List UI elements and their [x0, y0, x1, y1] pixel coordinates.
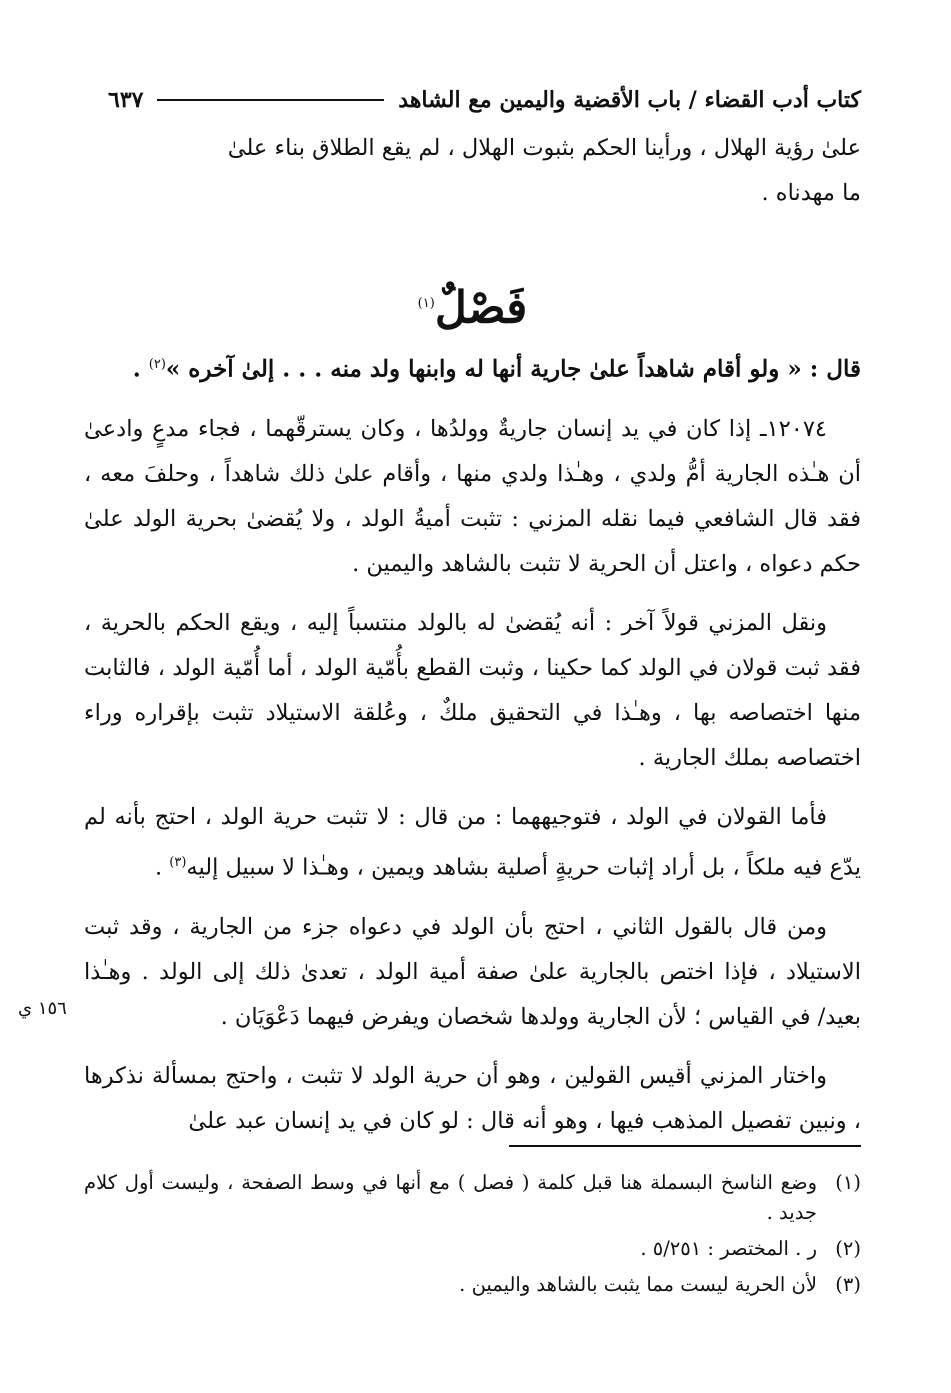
footnote-number: (١)	[835, 1171, 861, 1194]
quote-end: .	[132, 355, 149, 383]
quoted-statement	[84, 341, 861, 394]
header-title: كتاب أدب القضاء / باب الأقضية واليمين مع الشاهد	[398, 87, 861, 113]
continuation-line-2: ما مهدناه .	[761, 180, 861, 206]
continuation-line-1: علىٰ رؤية الهلال ، ورأينا الحكم بثبوت الهلال ، لم يقع الطلاق بناء علىٰ	[227, 135, 861, 161]
paragraph-3-footnote-ref: (٣)	[169, 855, 187, 871]
quote-text: قال : « ولو أقام شاهداً علىٰ جارية أنها له وابنها ولد منه . . . إلىٰ آخره »	[165, 355, 861, 383]
paragraph-2: ونقل المزني قولاً آخر : أنه يُقضىٰ له بالولد منتسباً إليه ، ويقع الحكم بالحرية ، فقد ثبت قولان في الولد كما حكينا ، وثبت القطع بأُمّية الولد ، أما أُمّية الولد ، فالثابت منها اختصاصه بها ، وهـٰذا في التحقيق ملكٌ ، وعُلقة الاستيلاد تثبت بإقراره وراء اختصاصه بملك الجارية .	[84, 610, 861, 772]
footnote-number: (٣)	[835, 1273, 861, 1296]
section-heading	[84, 274, 861, 339]
margin-folio-note: ١٥٦ ي	[18, 998, 67, 1019]
footnotes	[84, 1168, 861, 1306]
paragraph-3-text: فأما القولان في الولد ، فتوجيههما : من قال : لا تثبت حرية الولد ، احتج بأنه لم يدّع فيه ملكاً ، بل أراد إثبات حريةٍ أصلية بشاهد ويمين ، وهـٰذا لا سبيل إليه	[84, 804, 861, 881]
footnote	[84, 1270, 861, 1300]
page-number: ٦٣٧	[108, 87, 144, 113]
quote-footnote-ref: (٢)	[148, 356, 166, 372]
running-header	[108, 82, 861, 118]
section-title: فَصْلٌ	[434, 282, 528, 334]
paragraph-4: ومن قال بالقول الثاني ، احتج بأن الولد في دعواه جزء من الجارية ، وقد ثبت الاستيلاد ، فإذا اختص بالجارية علىٰ صفة أمية الولد ، تعدىٰ ذلك إلى الولد . وهـٰذا بعيد/ في القياس ؛ لأن الجارية وولدها شخصان ويفرض فيهما دَعْوَيَان .	[84, 913, 861, 1030]
footnote-number: (٢)	[835, 1237, 861, 1260]
paragraph-1: ١٢٠٧٤ـ إذا كان في يد إنسان جاريةٌ وولدُها ، وكان يسترقّهما ، فجاء مدعٍ وادعىٰ أن هـٰذه الجارية أمُّ ولدي ، وهـٰذا ولدي منها ، وأقام علىٰ ذلك شاهداً ، وحلفَ معه ، فقد قال الشافعي فيما نقله المزني : تثبت أميةُ الولد ، ولا يُقضىٰ بحرية الولد علىٰ حكم دعواه ، واعتل أن الحرية لا تثبت بالشاهد واليمين .	[84, 416, 861, 578]
footnote-text: وضع الناسخ البسملة هنا قبل كلمة ( فصل ) مع أنها في وسط الصفحة ، وليست أول كلام جديد .	[84, 1171, 817, 1224]
section-footnote-ref: (١)	[417, 296, 435, 311]
paragraph-3	[84, 795, 861, 891]
footnote-separator	[509, 1145, 861, 1147]
paragraph-3-end: .	[154, 854, 170, 881]
main-text	[84, 126, 861, 1144]
header-rule	[157, 99, 384, 101]
footnote-text: لأن الحرية ليست مما يثبت بالشاهد واليمين .	[459, 1273, 817, 1296]
footnote	[84, 1168, 861, 1228]
footnote-text: ر . المختصر : ٥/٢٥١ .	[640, 1237, 817, 1260]
footnote	[84, 1234, 861, 1264]
paragraph-5: واختار المزني أقيس القولين ، وهو أن حرية الولد لا تثبت ، واحتج بمسألة نذكرها ، ونبين تفصيل المذهب فيها ، وهو أنه قال : لو كان في يد إنسان عبد علىٰ	[84, 1062, 861, 1134]
